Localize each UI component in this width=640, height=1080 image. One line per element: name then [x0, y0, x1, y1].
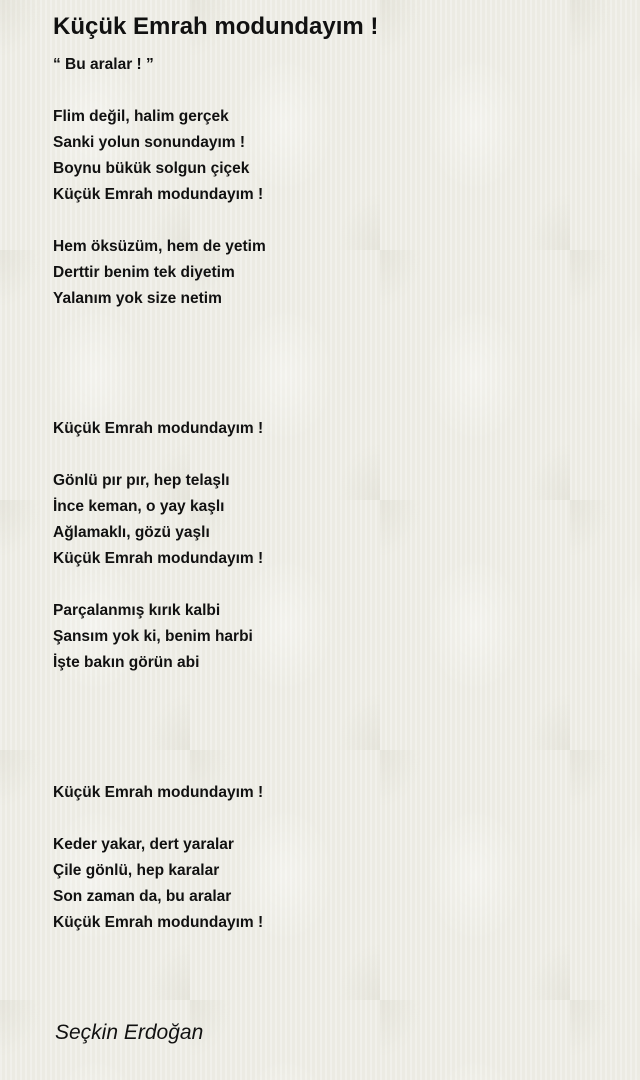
poem-title: Küçük Emrah modundayım ! — [53, 13, 379, 40]
poem-line: Sanki yolun sonundayım ! — [53, 134, 246, 151]
poem-line: Şansım yok ki, benim harbi — [53, 628, 253, 645]
poem-line: Yalanım yok size netim — [53, 290, 222, 307]
poem-line — [53, 676, 266, 702]
poem-line: Parçalanmış kırık kalbi — [53, 602, 221, 619]
poem-line: Derttir benim tek diyetim — [53, 264, 235, 281]
poem-line — [53, 702, 266, 728]
poem-line: Keder yakar, dert yaralar — [53, 836, 234, 853]
poem-line — [53, 364, 266, 390]
poem-body — [53, 52, 266, 936]
poem-line: Küçük Emrah modundayım ! — [53, 420, 264, 437]
poem-line: Ağlamaklı, gözü yaşlı — [53, 524, 210, 541]
poem-line: İşte bakın görün abi — [53, 654, 200, 671]
poem-line: Çile gönlü, hep karalar — [53, 862, 220, 879]
poem-line — [53, 78, 266, 104]
poem-line: Boynu bükük solgun çiçek — [53, 160, 250, 177]
poem-line: Küçük Emrah modundayım ! — [53, 914, 264, 931]
poem-line: Hem öksüzüm, hem de yetim — [53, 238, 266, 255]
poem-line: İnce keman, o yay kaşlı — [53, 498, 225, 515]
poem-line — [53, 390, 266, 416]
poem-line: Küçük Emrah modundayım ! — [53, 186, 264, 203]
poem-line — [53, 312, 266, 338]
poem-line: Flim değil, halim gerçek — [53, 108, 229, 125]
author-name: Seçkin Erdoğan — [55, 1021, 204, 1044]
poem-line — [53, 728, 266, 754]
poem-line — [53, 442, 266, 468]
poem-line: Küçük Emrah modundayım ! — [53, 784, 264, 801]
poem-line — [53, 208, 266, 234]
poem-line: Gönlü pır pır, hep telaşlı — [53, 472, 230, 489]
poem-line: Küçük Emrah modundayım ! — [53, 550, 264, 567]
poem-line — [53, 806, 266, 832]
poem-line: “ Bu aralar ! ” — [53, 56, 154, 73]
poem-line — [53, 572, 266, 598]
poem-line: Son zaman da, bu aralar — [53, 888, 232, 905]
poem-line — [53, 338, 266, 364]
poem-line — [53, 754, 266, 780]
